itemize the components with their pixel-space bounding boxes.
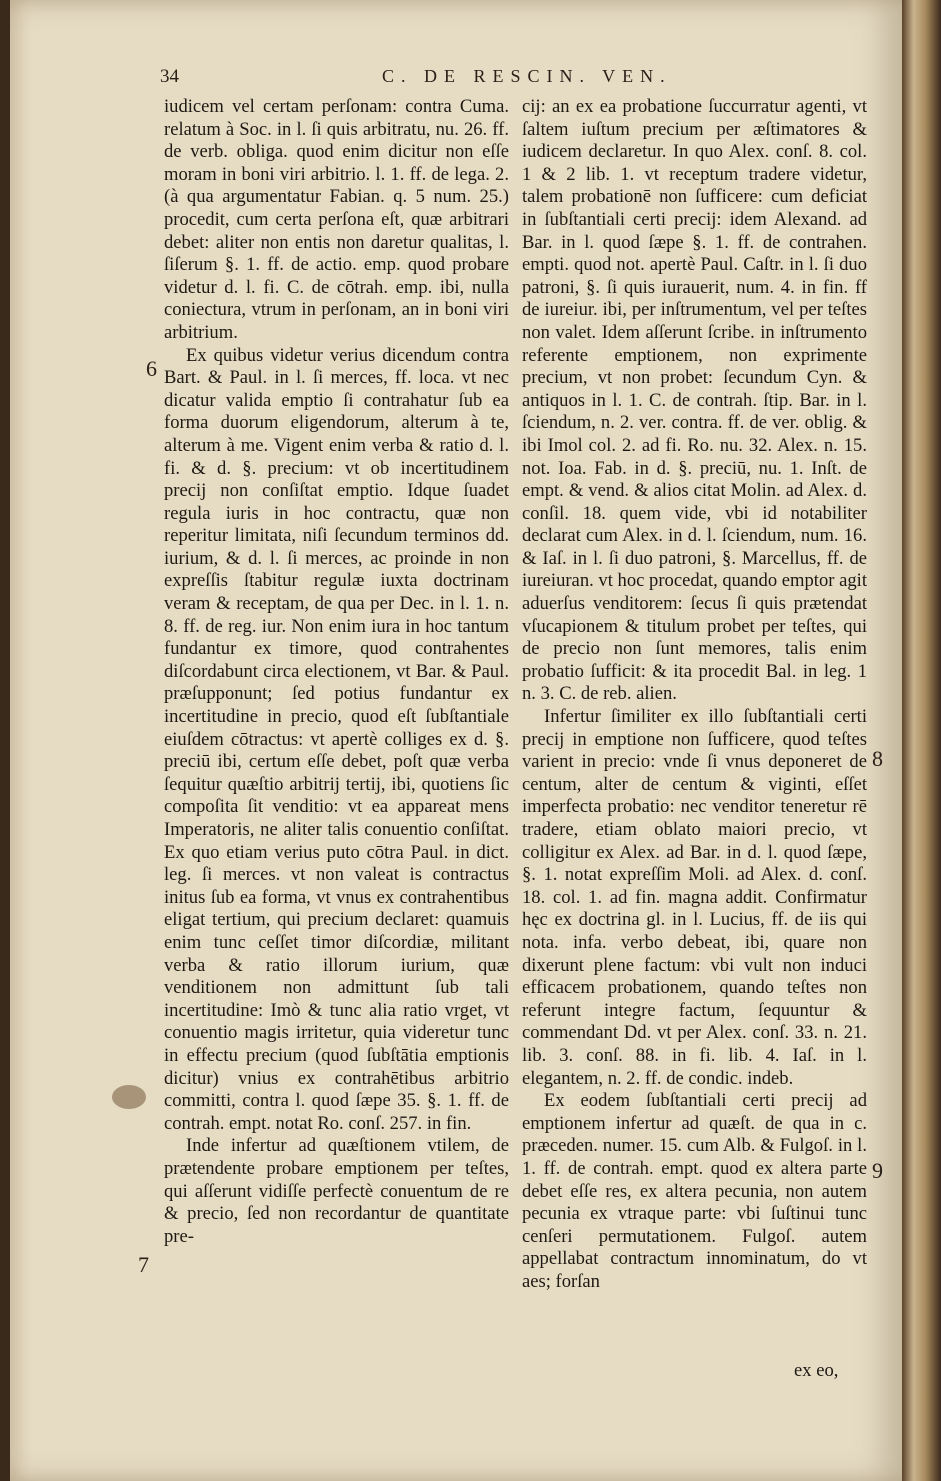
marginal-number-8: 8 [872, 746, 883, 771]
right-column [522, 96, 867, 1293]
page-header [160, 66, 880, 96]
book-page [10, 0, 902, 1481]
marginal-number-7: 7 [138, 1252, 149, 1277]
ink-stain [112, 1085, 146, 1109]
right-paragraph-2: Infertur ſimiliter ex illo ſubſtantiali certi precij in emptione non ſufficere, quod teſtes varient in precio: vnde ſi vnus deponeret de centum, alter de centum & viginti, eſſet imperfecta probatio: nec venditor teneretur rē tradere, etiam oblato maiori precio, vt colligitur ex Alex. ad Bar. in d. l. quod ſæpe, §. 1. notat expreſſim Moli. ad Alex. d. conſ. 18. col. 1. ad fin. magna addit. Confirmatur hęc ex doctrina gl. in l. Lucius, ff. de iis qui nota. infa. verbo debeat, ibi, quare non dixerunt plene factum: vbi vult non induci efficacem probationem, quando teſtes non referunt integre factum, ſequuntur & commendant Dd. vt per Alex. conſ. 33. n. 21. lib. 3. conſ. 88. in fi. lib. 4. Iaſ. in l. elegantem, n. 2. ff. de condic. indeb. [522, 706, 867, 1089]
book-gutter [902, 0, 941, 1481]
running-head: C. DE RESCIN. VEN. [382, 66, 672, 86]
left-paragraph-1: iudicem vel certam perſonam: contra Cuma. relatum à Soc. in l. ſi quis arbitratu, nu. 26. ff. de verb. obliga. quod enim dicitur non eſſe moram in boni viri arbitrio. l. 1. ff. de lega. 2. (à qua argumentatur Fabian. q. 5 num. 25.) procedit, cum certa perſona eſt, quæ arbitrari debet: aliter non entis non daretur qualitas, l. ſiſerum §. 1. ff. de actio. emp. quod probare videtur d. l. fi. C. de cōtrah. emp. ibi, nulla coniectura, vtrum in perſonam, an in boni viri arbitrium. [164, 96, 509, 343]
marginal-number-9: 9 [872, 1158, 883, 1183]
page-number: 34 [160, 66, 179, 87]
right-paragraph-3: Ex eodem ſubſtantiali certi precij ad emptionem infertur ad quæſt. de qua in c. præceden. numer. 15. cum Alb. & Fulgoſ. in l. 1. ff. de contrah. empt. quod ex altera parte debet eſſe res, ex altera pecunia, non autem pecunia ex vtraque parte: vbi ſuſtinui tunc cenſeri permutationem. Fulgoſ. autem appellabat contractum innominatum, do vt aes; forſan [522, 1090, 867, 1292]
right-paragraph-1: cij: an ex ea probatione ſuccurratur agenti, vt ſaltem iuſtum precium per æſtimatores & iudicem declaretur. In quo Alex. conſ. 8. col. 1 & 2 lib. 1. vt receptum tradere videtur, talem probationē non ſufficere: cum deficiat in ſubſtantiali certi precij: idem Alexand. ad Bar. in l. quod ſæpe §. 1. ff. de contrahen. empti. quod not. apertè Paul. Caſtr. in l. ſi duo patroni, §. ſi quis iurauerit, num. 4. in fin. ff de iureiur. ibi, per inſtrumentum, vel per teſtes non valet. Idem aſſerunt ſcribe. in inſtrumento referente emptionem, non exprimente precium, vt non probet: ſecundum Cyn. & antiquos in l. 1. C. de contrah. ſtip. Bar. in l. ſciendum, n. 2. ver. contra. ff. de ver. oblig. & ibi Imol col. 2. ad fi. Ro. nu. 32. Alex. n. 15. not. Ioa. Fab. in d. §. preciū, nu. 1. Inſt. de empt. & vend. & alios citat Molin. ad Alex. d. conſil. 18. quem vide, vbi id notabiliter declarat cum Alex. in d. l. ſciendum, num. 16. & Iaſ. in l. ſi duo patroni, §. Marcellus, ff. de iureiuran. vt hoc procedat, quando emptor agit aduerſus venditorem: ſecus ſi quis prætendat vſucapionem & titulum probet per teſtes, qui de precio non ſunt memores, talis enim probatio ſufficit: & ita procedit Bal. in leg. 1 n. 3. C. de reb. alien. [522, 96, 867, 705]
left-paragraph-2: Ex quibus videtur verius dicendum contra Bart. & Paul. in l. ſi merces, ff. loca. vt nec dicatur valida emptio ſi contrahatur ſub ea forma duorum eligendorum, alterum à te, alterum à me. Vigent enim verba & ratio d. l. fi. & d. §. precium: vt ob incertitudinem precij non conſiſtat emptio. Idque ſuadet regula iuris in hoc contractu, quæ non reperitur limitata, niſi ſecundum terminos dd. iurium, & d. l. ſi merces, ac proinde in non expreſſis ſtabitur regulæ iuxta doctrinam veram & receptam, de qua per Dec. in l. 1. n. 8. ff. de reg. iur. Non enim iura in hoc tantum fundantur ex timore, quod contrahentes diſcordabunt circa electionem, vt Bar. & Paul. præſupponunt; ſed potius fundantur ex incertitudine in precio, quod eſt ſubſtantiale eiuſdem cōtractus: vt apertè colliges ex d. §. preciū ibi, certum eſſe debet, poſt quæ verba ſequitur quæſtio arbitrij tertij, ibi, quotiens ſic compoſita ſit venditio: vt ea appareat mens Imperatoris, ne aliter talis conuentio conſiſtat. Ex quo etiam verius puto cōtra Paul. in dict. leg. ſi merces. vt non valeat is contractus initus ſub ea forma, vt vnus ex contrahentibus eligat tertium, qui precium declaret: quamuis enim tunc ceſſet timor diſcordiæ, militant verba & ratio illorum iurium, quæ venditionem non admittunt ſub tali incertitudine: Imò & tunc alia ratio vrget, vt conuentio magis irritetur, quia videretur tunc in effectu precium (quod ſubſtātia emptionis dicitur) vnius ex contrahētibus arbitrio committi, contra l. quod ſæpe 35. §. 1. ff. de contrah. empt. notat Ro. conſ. 257. in fin. [164, 344, 509, 1134]
marginal-number-6: 6 [146, 356, 157, 381]
left-column [164, 96, 509, 1248]
catchword: ex eo, [794, 1360, 839, 1381]
left-paragraph-3: Inde infertur ad quæſtionem vtilem, de prætendente probare emptionem per teſtes, qui aſſerunt vidiſſe perfectè conuentum de re & precio, ſed non recordantur de quantitate pre- [164, 1135, 509, 1247]
